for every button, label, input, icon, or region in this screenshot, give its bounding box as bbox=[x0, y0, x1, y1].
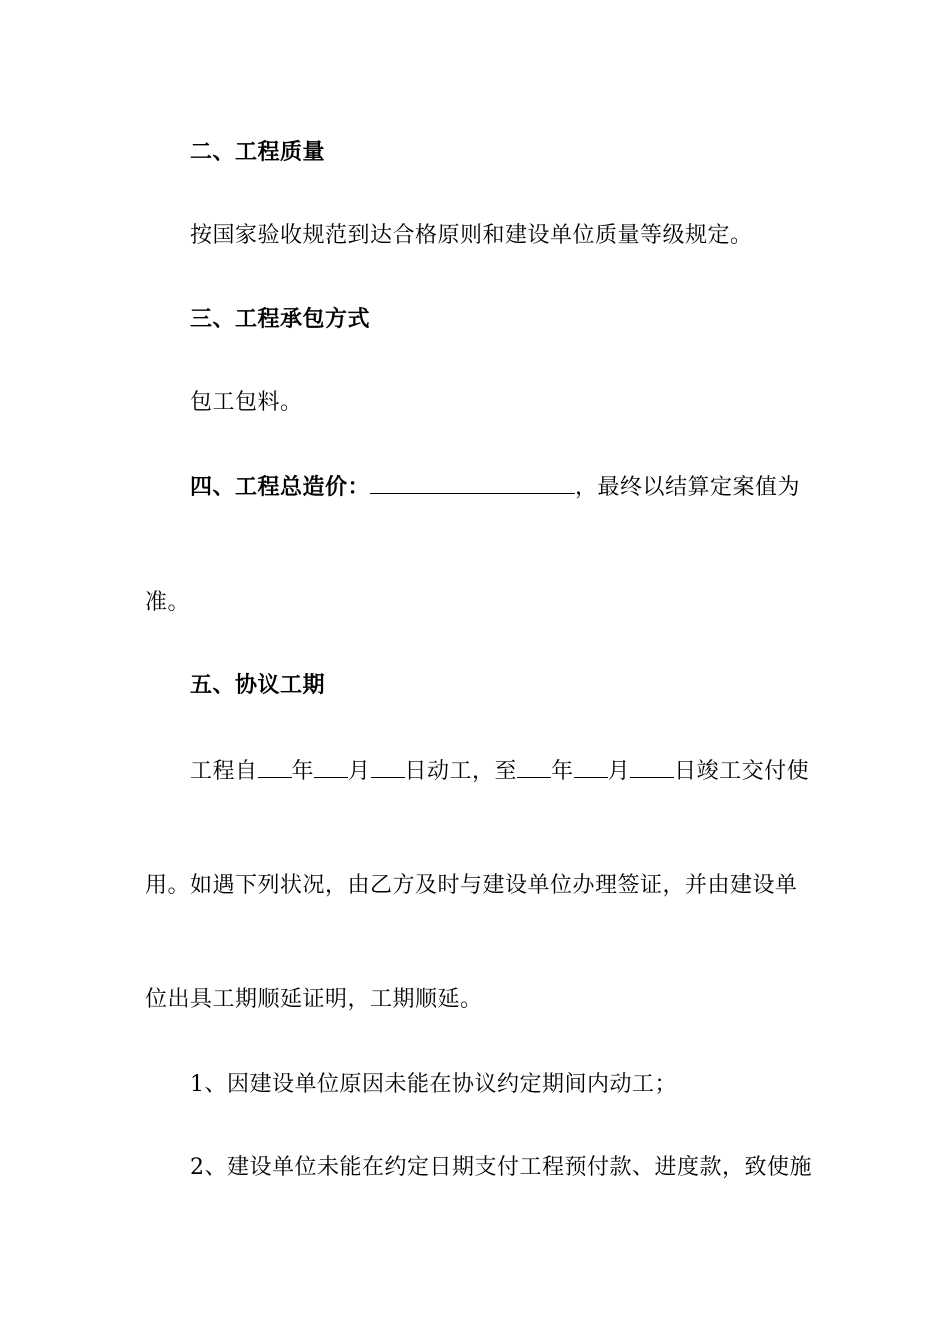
schedule-dates-line bbox=[190, 755, 809, 787]
section-heading-schedule: 五、协议工期 bbox=[190, 673, 326, 698]
list-item-2: 2、建设单位未能在约定日期支付工程预付款、进度款，致使施 bbox=[190, 1155, 812, 1180]
section-heading-total-cost: 四、工程总造价： bbox=[190, 475, 371, 500]
schedule-text-e: 年 bbox=[551, 759, 574, 784]
start-year-blank bbox=[258, 755, 292, 778]
section-heading-quality: 二、工程质量 bbox=[190, 140, 326, 165]
schedule-text-c: 月 bbox=[348, 759, 371, 784]
section-heading-contract-method: 三、工程承包方式 bbox=[190, 307, 371, 332]
total-cost-suffix: ，最终以结算定案值为 bbox=[575, 475, 801, 500]
schedule-text-d: 日动工，至 bbox=[404, 759, 518, 784]
schedule-text-g: 日竣工交付使 bbox=[674, 759, 810, 784]
quality-paragraph: 按国家验收规范到达合格原则和建设单位质量等级规定。 bbox=[190, 223, 753, 248]
total-cost-line bbox=[190, 471, 800, 503]
end-day-blank bbox=[630, 755, 674, 778]
schedule-paragraph-continuation-1: 用。如遇下列状况，由乙方及时与建设单位办理签证，并由建设单 bbox=[145, 873, 798, 898]
schedule-text-f: 月 bbox=[607, 759, 631, 784]
schedule-paragraph-continuation-2: 位出具工期顺延证明，工期顺延。 bbox=[145, 987, 483, 1012]
schedule-text-a: 工程自 bbox=[190, 759, 258, 784]
end-month-blank bbox=[574, 755, 608, 778]
schedule-text-b: 年 bbox=[291, 759, 315, 784]
end-year-blank bbox=[517, 755, 551, 778]
total-cost-continuation: 准。 bbox=[145, 590, 191, 615]
contract-method-paragraph: 包工包料。 bbox=[190, 390, 303, 415]
start-month-blank bbox=[314, 755, 348, 778]
list-item-1: 1、因建设单位原因未能在协议约定期间内动工； bbox=[190, 1072, 677, 1097]
start-day-blank bbox=[371, 755, 405, 778]
total-cost-blank bbox=[370, 471, 575, 494]
